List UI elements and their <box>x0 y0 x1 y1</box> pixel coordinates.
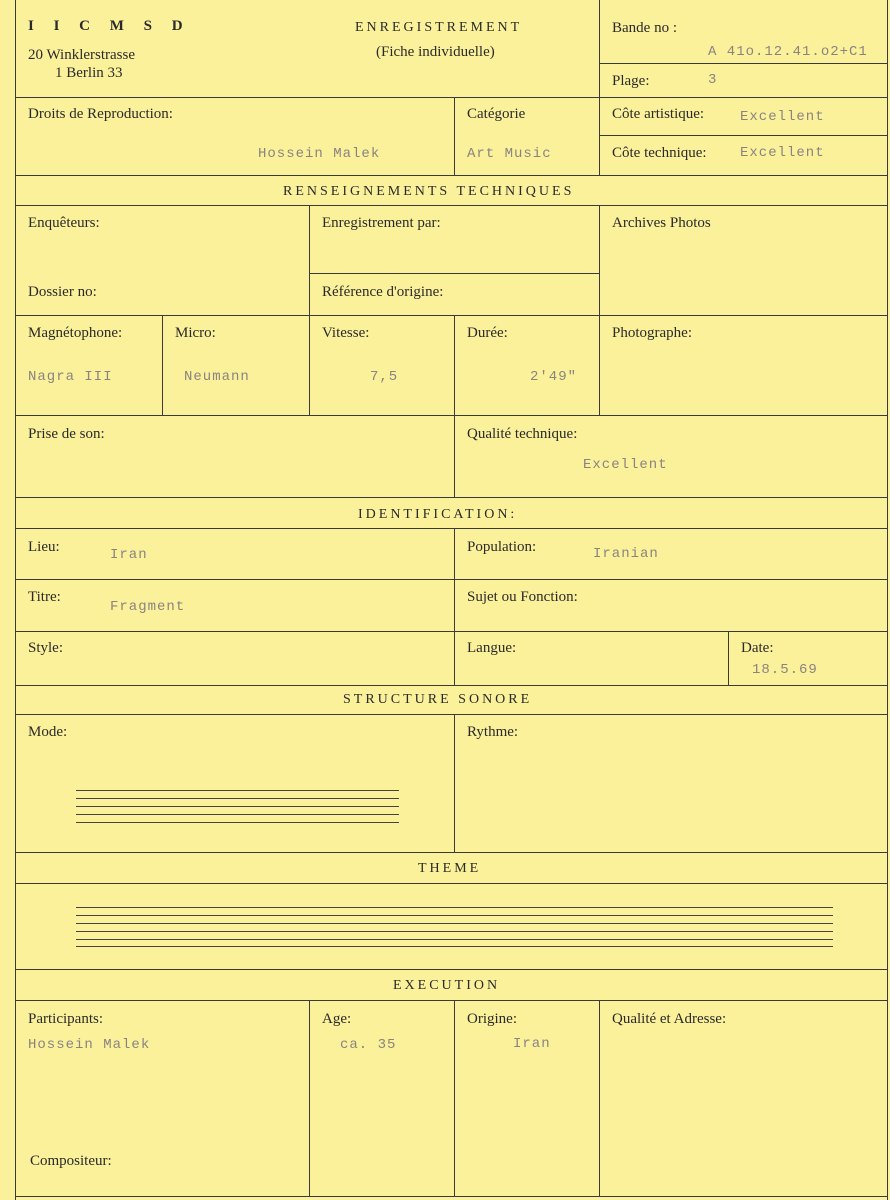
theme-staff-line <box>76 915 833 916</box>
date-label: Date: <box>741 640 774 656</box>
qualite-adresse-label: Qualité et Adresse: <box>612 1011 727 1027</box>
line-struct-title-bottom <box>15 714 888 715</box>
magnetophone-value: Nagra III <box>28 369 113 385</box>
reference-label: Référence d'origine: <box>322 284 444 300</box>
theme-staff-line <box>76 939 833 940</box>
mode-staff-line <box>76 798 399 799</box>
vitesse-value: 7,5 <box>370 369 399 385</box>
droits-label: Droits de Reproduction: <box>28 106 173 122</box>
qualite-value: Excellent <box>583 457 668 473</box>
line-ident-title-bottom <box>15 528 888 529</box>
div-categorie <box>454 97 455 175</box>
photographe-label: Photographe: <box>612 325 692 341</box>
lieu-value: Iran <box>110 547 148 563</box>
org-name: I I C M S D <box>28 18 191 34</box>
div-tech-right <box>599 205 600 315</box>
mode-staff-line <box>76 814 399 815</box>
header-divider <box>599 0 600 98</box>
div-rythme <box>454 714 455 852</box>
titre-value: Fragment <box>110 599 186 615</box>
date-value: 18.5.69 <box>752 662 818 678</box>
sujet-label: Sujet ou Fonction: <box>467 589 578 605</box>
micro-label: Micro: <box>175 325 216 341</box>
div-adresse <box>599 1000 600 1196</box>
line-style-top <box>15 631 888 632</box>
vitesse-label: Vitesse: <box>322 325 370 341</box>
bande-value: A 41o.12.41.o2+C1 <box>708 44 868 60</box>
div-micro <box>162 315 163 415</box>
categorie-value: Art Music <box>467 146 552 162</box>
theme-staff-line <box>76 946 833 947</box>
participants-value: Hossein Malek <box>28 1037 151 1053</box>
categorie-label: Catégorie <box>467 106 526 122</box>
form-title: ENREGISTREMENT <box>355 20 523 35</box>
div-duree <box>454 315 455 415</box>
mode-staff-line <box>76 822 399 823</box>
cote-technique-value: Excellent <box>740 145 825 161</box>
line-exec-title-bottom <box>15 1000 888 1001</box>
theme-section-title: THEME <box>418 861 482 876</box>
theme-staff-line <box>76 907 833 908</box>
execution-section-title: EXECUTION <box>393 978 501 993</box>
cote-artistique-label: Côte artistique: <box>612 106 705 122</box>
div-origine <box>454 1000 455 1196</box>
div-vitesse <box>309 315 310 415</box>
div-cote <box>599 97 600 175</box>
dossier-label: Dossier no: <box>28 284 97 300</box>
droits-value: Hossein Malek <box>258 146 381 162</box>
titre-label: Titre: <box>28 589 61 605</box>
population-label: Population: <box>467 539 537 555</box>
ident-section-title: IDENTIFICATION: <box>358 507 518 522</box>
line-theme-title-bottom <box>15 883 888 884</box>
plage-label: Plage: <box>612 73 650 89</box>
line-exec-title-top <box>15 969 888 970</box>
participants-label: Participants: <box>28 1011 103 1027</box>
line-tech-title-bottom <box>15 205 888 206</box>
qualite-label: Qualité technique: <box>467 426 578 442</box>
div-age <box>309 1000 310 1196</box>
magnetophone-label: Magnétophone: <box>28 325 123 341</box>
mode-staff-line <box>76 790 399 791</box>
origine-label: Origine: <box>467 1011 517 1027</box>
line-reference-top <box>309 273 600 274</box>
rythme-label: Rythme: <box>467 724 519 740</box>
frame-bottom <box>15 1196 888 1197</box>
tech-section-title: RENSEIGNEMENTS TECHNIQUES <box>283 184 575 199</box>
theme-staff-line <box>76 923 833 924</box>
line-tech-title-top <box>15 175 888 176</box>
frame-left <box>15 0 16 1200</box>
langue-label: Langue: <box>467 640 517 656</box>
div-tech-mid <box>309 205 310 315</box>
line-struct-title-top <box>15 685 888 686</box>
cote-artistique-value: Excellent <box>740 109 825 125</box>
archives-photos-label: Archives Photos <box>612 215 711 231</box>
line-theme-top <box>15 852 888 853</box>
div-qualite <box>454 415 455 497</box>
plage-divider <box>599 63 888 64</box>
enregistrement-par-label: Enregistrement par: <box>322 215 441 231</box>
duree-label: Durée: <box>467 325 508 341</box>
micro-value: Neumann <box>184 369 250 385</box>
prise-label: Prise de son: <box>28 426 105 442</box>
population-value: Iranian <box>593 546 659 562</box>
line-rights-top <box>15 97 888 98</box>
line-ident-title-top <box>15 497 888 498</box>
enqueteurs-label: Enquêteurs: <box>28 215 100 231</box>
lieu-label: Lieu: <box>28 539 60 555</box>
line-titre-top <box>15 579 888 580</box>
mode-label: Mode: <box>28 724 68 740</box>
age-label: Age: <box>322 1011 352 1027</box>
address-line2: 1 Berlin 33 <box>55 65 123 81</box>
structure-section-title: STRUCTURE SONORE <box>343 692 533 707</box>
line-prise-top <box>15 415 888 416</box>
theme-staff-line <box>76 931 833 932</box>
duree-value: 2'49" <box>530 369 578 385</box>
compositeur-label: Compositeur: <box>30 1153 112 1169</box>
age-value: ca. 35 <box>340 1037 397 1053</box>
cote-divider <box>599 135 888 136</box>
style-label: Style: <box>28 640 64 656</box>
bande-label: Bande no : <box>612 20 677 36</box>
mode-staff-line <box>76 806 399 807</box>
origine-value: Iran <box>513 1036 551 1052</box>
line-equipment-top <box>15 315 888 316</box>
plage-value: 3 <box>708 72 718 88</box>
div-photographe <box>599 315 600 415</box>
form-subtitle: (Fiche individuelle) <box>376 44 495 60</box>
div-ident-mid <box>454 528 455 685</box>
address-line1: 20 Winklerstrasse <box>28 47 136 63</box>
frame-right <box>887 0 888 1200</box>
div-date <box>728 631 729 685</box>
cote-technique-label: Côte technique: <box>612 145 707 161</box>
